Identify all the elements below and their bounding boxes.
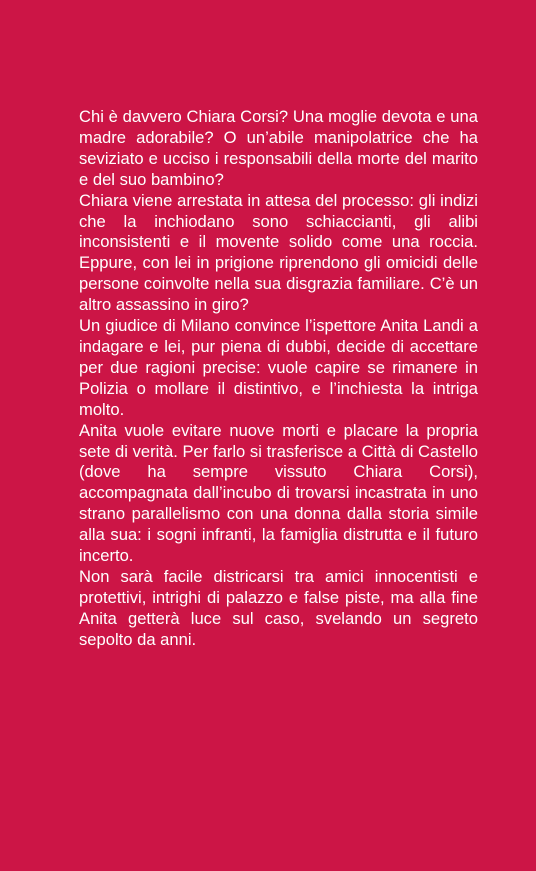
synopsis-paragraph-4: Anita vuole evitare nuove morti e placare la propria sete di verità. Per farlo si trasferisce a Città di Castello (dove ha sempre vissuto Chiara Corsi), accompagnata dall’incubo di trovarsi incastrata in uno strano parallelismo con una donna dalla storia simile alla sua: i sogni infranti, la famiglia distrutta e il futuro incerto. (79, 420, 478, 566)
synopsis-paragraph-2: Chiara viene arrestata in attesa del processo: gli indizi che la inchiodano sono schiaccianti, gli alibi inconsistenti e il movente solido come una roccia. Eppure, con lei in prigione riprendono gli omicidi delle persone coinvolte nella sua disgrazia familiare. C’è un altro assassino in giro? (79, 190, 478, 315)
synopsis-paragraph-3: Un giudice di Milano convince l’ispettore Anita Landi a indagare e lei, pur piena di dubbi, decide di accettare per due ragioni precise: vuole capire se rimanere in Polizia o mollare il distintivo, e l’inchiesta la intriga molto. (79, 316, 478, 419)
synopsis-paragraph-5: Non sarà facile districarsi tra amici innocentisti e protettivi, intrighi di palazzo e false piste, ma alla fine Anita getterà luce sul caso, svelando un segreto sepolto da anni. (79, 566, 478, 649)
synopsis-paragraph-1: Chi è davvero Chiara Corsi? Una moglie devota e una madre adorabile? O un’abile manipolatrice che ha seviziato e ucciso i responsabili della morte del marito e del suo bambino? (79, 107, 478, 189)
synopsis-text (79, 107, 478, 651)
